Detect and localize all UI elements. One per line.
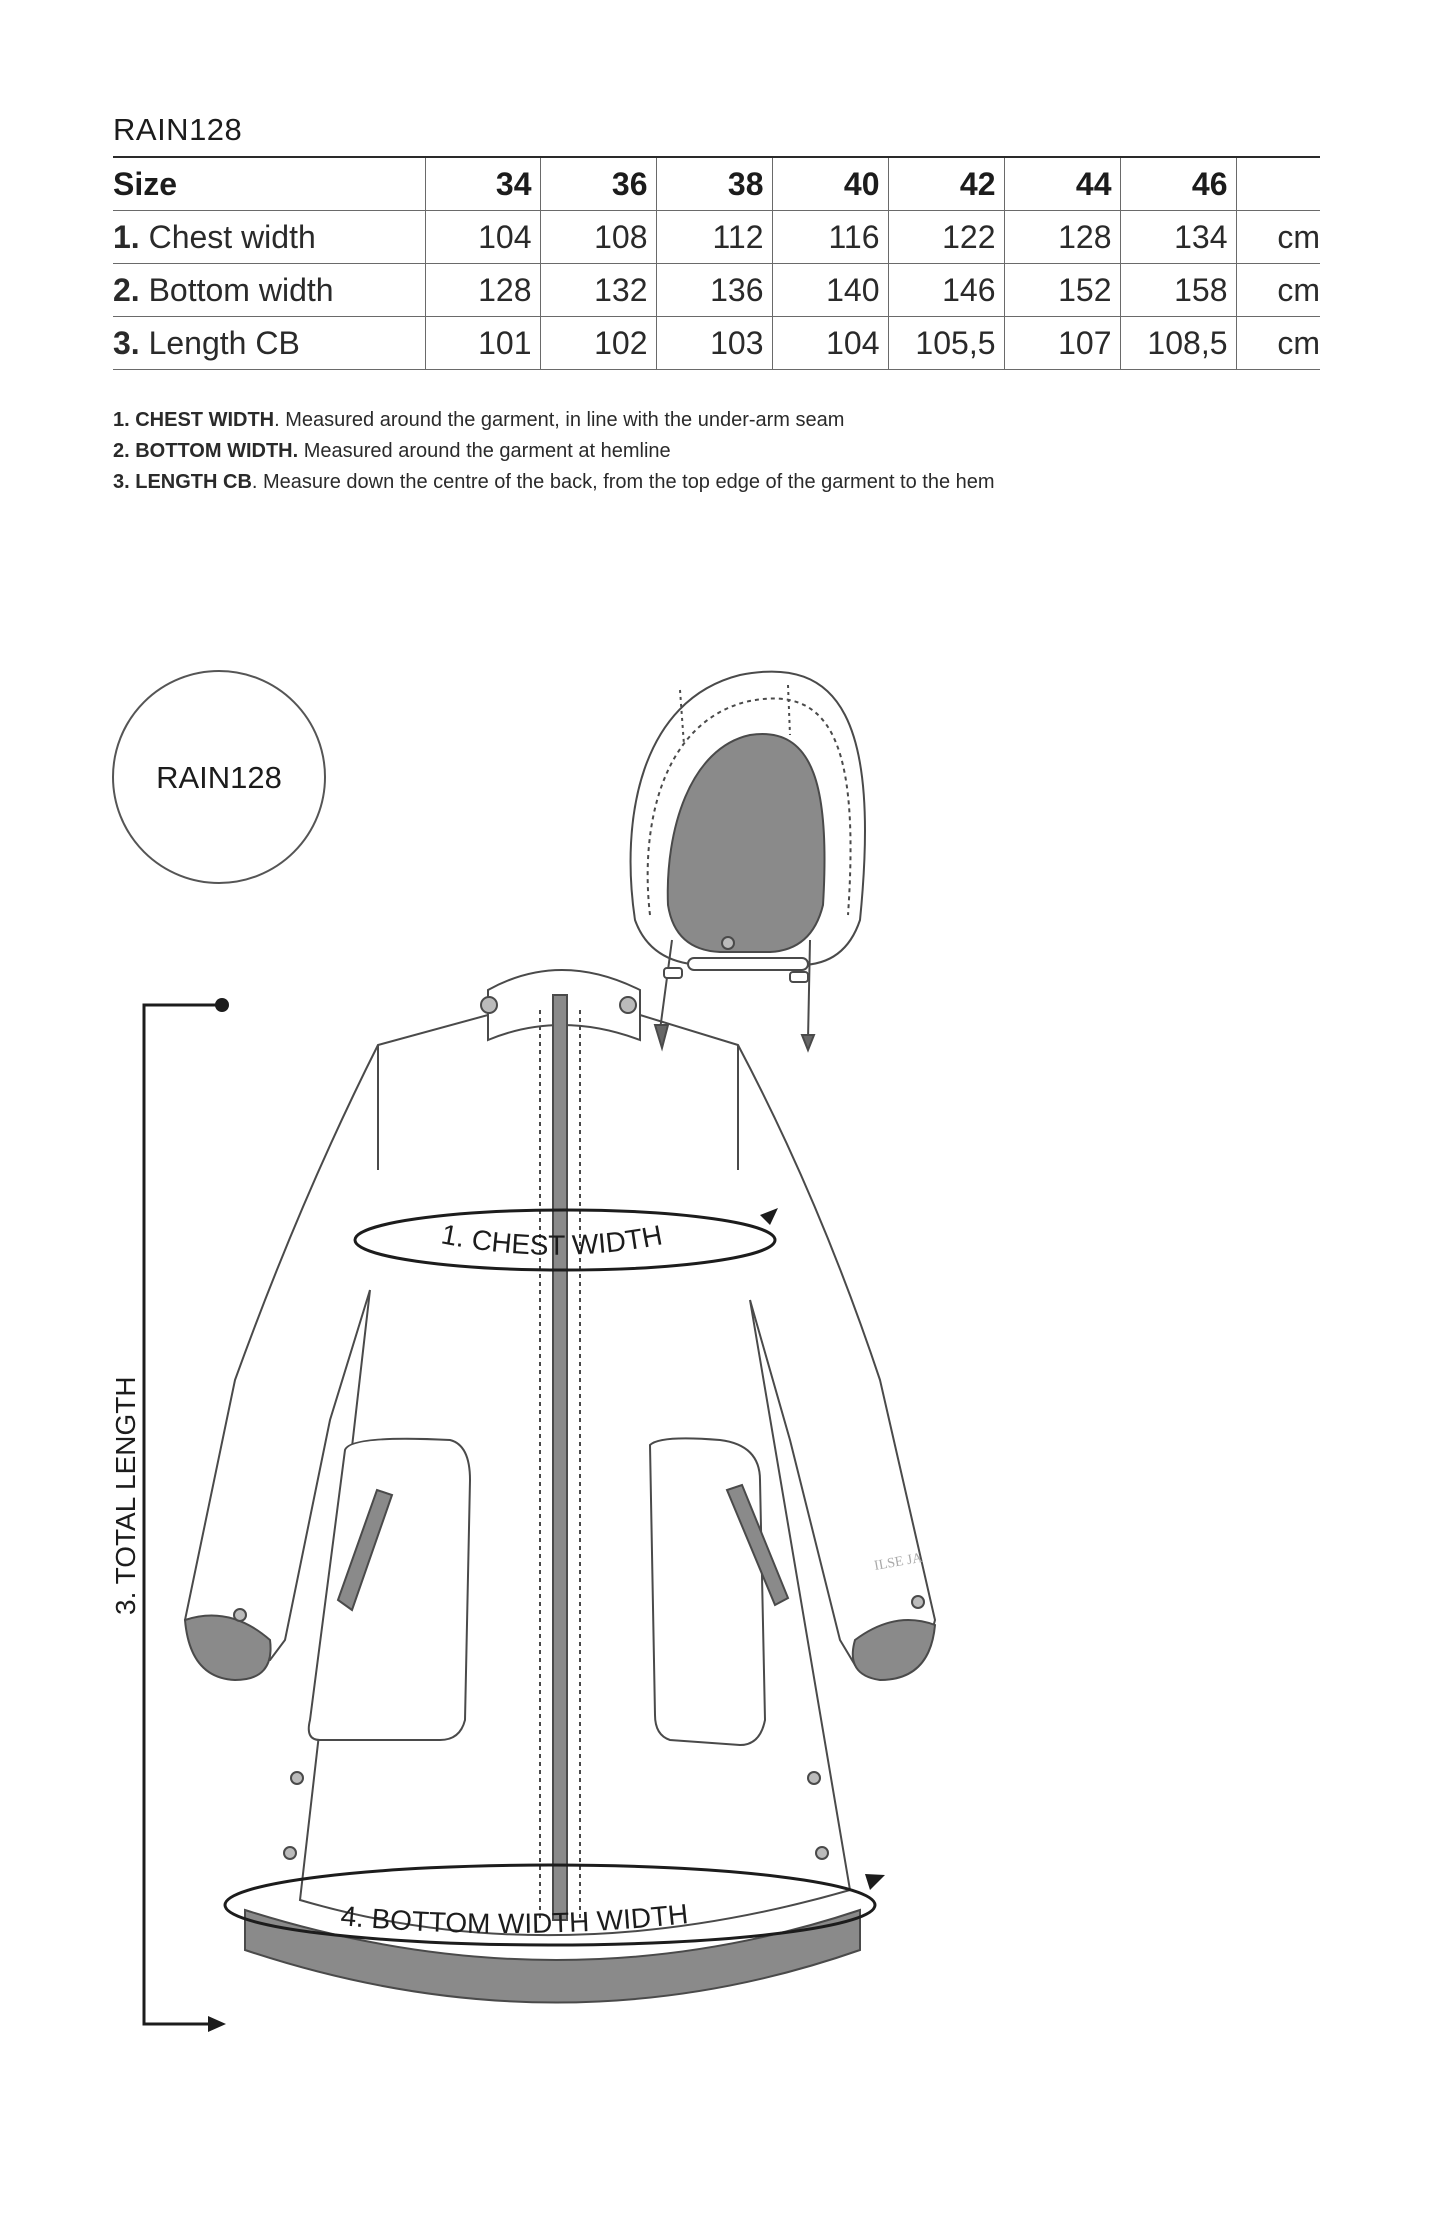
header-size-label: Size	[113, 158, 425, 211]
table-cell: 107	[1004, 317, 1120, 370]
table-row-chest	[113, 211, 1320, 264]
table-cell: 158	[1120, 264, 1236, 317]
table-cell: 104	[425, 211, 540, 264]
table-cell: 108,5	[1120, 317, 1236, 370]
table-cell: 101	[425, 317, 540, 370]
chest-width-label-path: 1. CHEST WIDTH	[438, 1218, 665, 1261]
table-cell: 152	[1004, 264, 1120, 317]
table-cell: 108	[540, 211, 656, 264]
row-number: 2.	[113, 271, 140, 308]
row-number: 1.	[113, 218, 140, 255]
header-unit	[1236, 158, 1320, 211]
table-cell: 112	[656, 211, 772, 264]
row-number: 3.	[113, 324, 140, 361]
bottom-width-label-path: 4. BOTTOM WIDTH WIDTH	[339, 1898, 690, 1940]
table-cell: 103	[656, 317, 772, 370]
table-cell: 122	[888, 211, 1004, 264]
table-cell: 134	[1120, 211, 1236, 264]
table-cell: 140	[772, 264, 888, 317]
note-text: Measured around the garment at hemline	[298, 440, 671, 462]
size-chart-table	[113, 158, 1320, 370]
table-cell: 116	[772, 211, 888, 264]
unit-cell: cm	[1236, 211, 1320, 264]
row-label-text: Bottom width	[148, 271, 334, 308]
unit-cell: cm	[1236, 264, 1320, 317]
header-size: 46	[1120, 158, 1236, 211]
note-length	[113, 467, 995, 498]
row-label	[113, 264, 425, 317]
chest-width-label	[439, 1218, 665, 1260]
table-cell: 102	[540, 317, 656, 370]
note-key: 3. LENGTH CB	[113, 471, 252, 493]
badge-label: RAIN128	[156, 760, 282, 795]
measurement-notes	[113, 405, 995, 498]
total-length-label: 3. TOTAL LENGTH	[110, 1376, 141, 1615]
note-bottom	[113, 436, 995, 467]
table-cell: 105,5	[888, 317, 1004, 370]
header-size: 44	[1004, 158, 1120, 211]
hood-drawing	[631, 672, 865, 1050]
note-key: 1. CHEST WIDTH	[113, 409, 275, 431]
garment-diagram	[0, 640, 1445, 2060]
table-row-bottom	[113, 264, 1320, 317]
note-text: . Measured around the garment, in line with the under-arm seam	[274, 409, 845, 431]
model-badge	[113, 671, 325, 883]
header-size: 40	[772, 158, 888, 211]
row-label-text: Chest width	[148, 218, 316, 255]
table-cell: 104	[772, 317, 888, 370]
unit-cell: cm	[1236, 317, 1320, 370]
table-cell: 146	[888, 264, 1004, 317]
note-key: 2. BOTTOM WIDTH.	[113, 440, 299, 462]
table-cell: 128	[425, 264, 540, 317]
note-text: . Measure down the centre of the back, from the top edge of the garment to the hem	[251, 471, 995, 493]
table-header-row	[113, 158, 1320, 211]
note-chest	[113, 405, 995, 436]
length-measurement	[110, 998, 229, 2032]
header-size: 42	[888, 158, 1004, 211]
table-cell: 128	[1004, 211, 1120, 264]
row-label	[113, 317, 425, 370]
header-size: 36	[540, 158, 656, 211]
header-size: 38	[656, 158, 772, 211]
row-label-text: Length CB	[148, 324, 300, 361]
jacket-drawing	[185, 970, 935, 2003]
table-row-length	[113, 317, 1320, 370]
brand-mark: ILSE JA	[873, 1550, 924, 1574]
table-cell: 136	[656, 264, 772, 317]
table-cell: 132	[540, 264, 656, 317]
product-code-title: RAIN128	[113, 112, 243, 147]
row-label	[113, 211, 425, 264]
header-size: 34	[425, 158, 540, 211]
